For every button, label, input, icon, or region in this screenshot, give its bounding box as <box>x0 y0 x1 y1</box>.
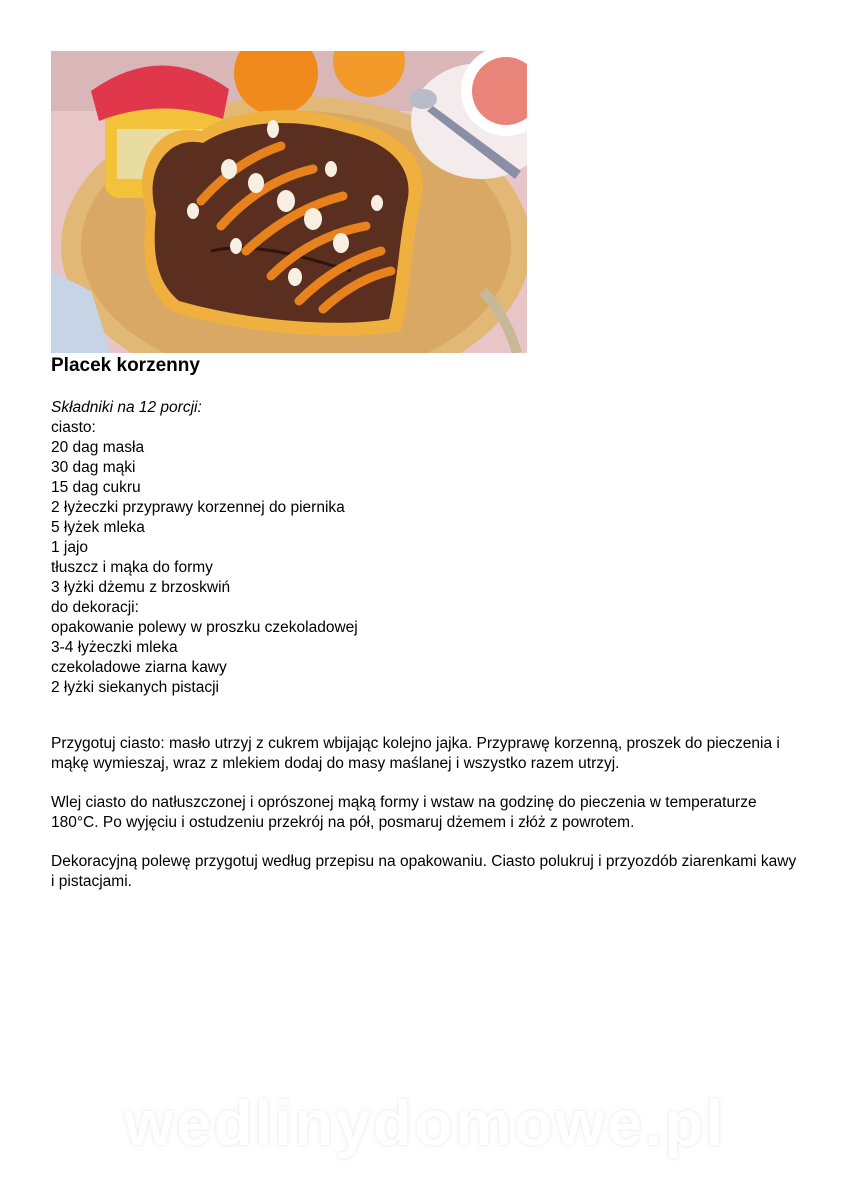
ingredient-item: 30 dag mąki <box>51 459 136 476</box>
heart-cake-photo <box>51 51 527 353</box>
ingredient-item: 3-4 łyżeczki mleka <box>51 639 178 656</box>
ingredients-heading: Składniki na 12 porcji: <box>51 399 202 416</box>
ingredient-item: 2 łyżeczki przyprawy korzennej do piernika <box>51 499 345 516</box>
ingredient-item: 3 łyżki dżemu z brzoskwiń <box>51 579 231 596</box>
step-paragraph: Przygotuj ciasto: masło utrzyj z cukrem wbijając kolejno jajka. Przyprawę korzenną, proszek do pieczenia i mąkę wymieszaj, wraz z mlekiem dodaj do masy maślanej i wszystko razem utrzyj. <box>51 735 780 772</box>
ingredients-list <box>51 398 751 698</box>
ingredient-item: tłuszcz i mąka do formy <box>51 559 213 576</box>
ingredient-item: 15 dag cukru <box>51 479 141 496</box>
ingredient-item: 20 dag masła <box>51 439 145 456</box>
ingredient-item: czekoladowe ziarna kawy <box>51 659 227 676</box>
ingredient-item: 1 jajo <box>51 539 89 556</box>
recipe-title: Placek korzenny <box>51 355 200 376</box>
ingredient-item: opakowanie polewy w proszku czekoladowej <box>51 619 358 636</box>
step-paragraph: Wlej ciasto do natłuszczonej i oprószonej mąką formy i wstaw na godzinę do pieczenia w temperaturze 180°C. Po wyjęciu i ostudzeniu przekrój na pół, posmaruj dżemem i złóż z powrotem. <box>51 794 757 831</box>
preparation-steps <box>51 734 801 911</box>
ingredient-item: 2 łyżki siekanych pistacji <box>51 679 219 696</box>
ingredient-item: ciasto: <box>51 419 96 436</box>
watermark: wedlinydomowe.pl <box>124 1087 725 1159</box>
step-paragraph: Dekoracyjną polewę przygotuj według przepisu na opakowaniu. Ciasto polukruj i przyozdób ziarenkami kawy i pistacjami. <box>51 853 797 890</box>
ingredient-item: do dekoracji: <box>51 599 139 616</box>
ingredient-item: 5 łyżek mleka <box>51 519 145 536</box>
recipe-photo <box>51 51 527 353</box>
